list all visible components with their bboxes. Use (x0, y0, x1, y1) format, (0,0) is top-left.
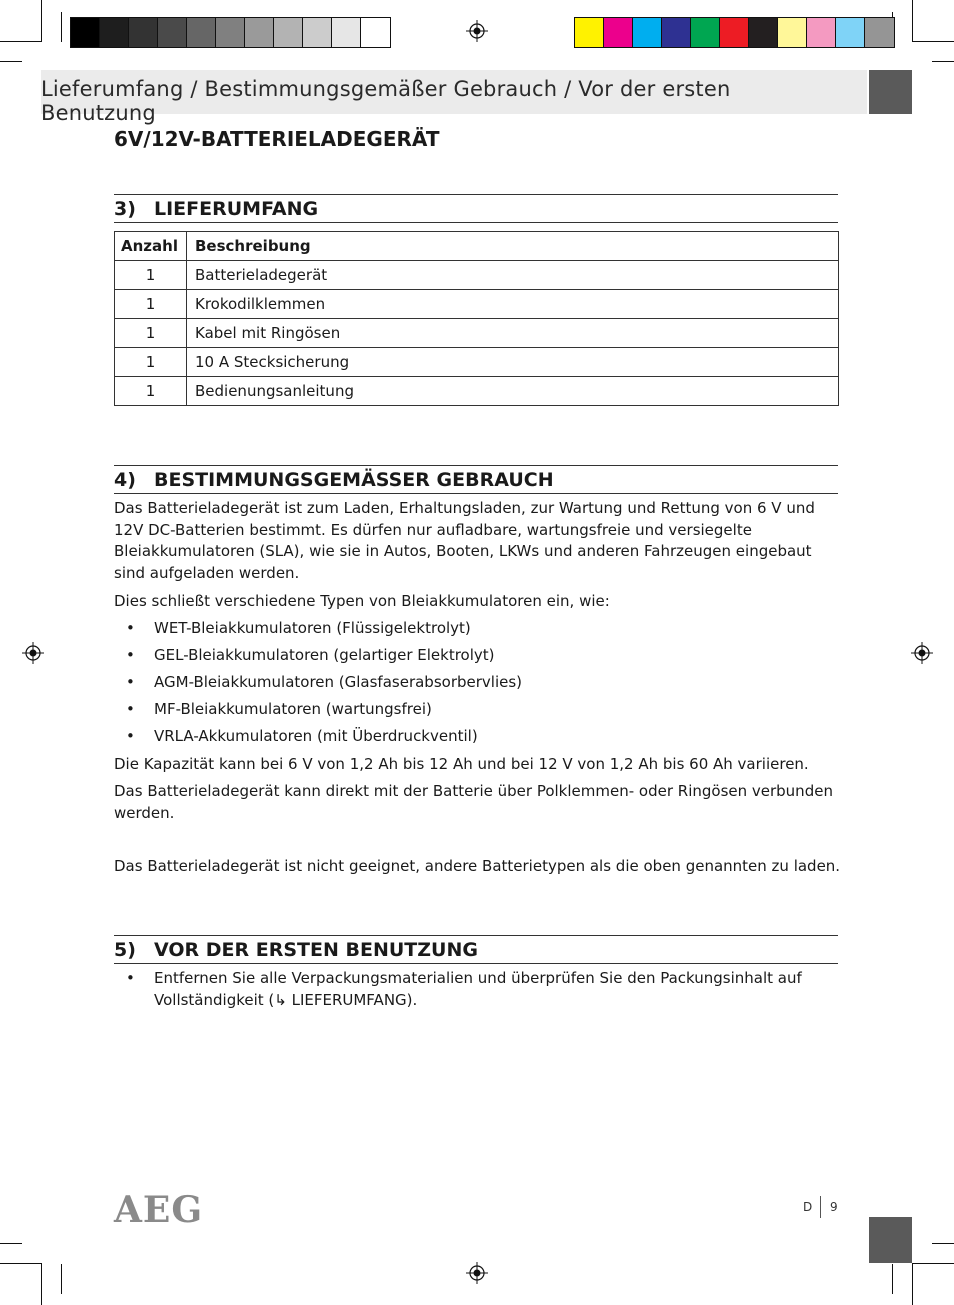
list-item-text: VRLA-Akkumulatoren (mit Überdruckventil) (154, 727, 478, 745)
section-title: BESTIMMUNGSGEMÄSSER GEBRAUCH (154, 469, 554, 491)
color-swatch (71, 18, 100, 47)
list-item (114, 645, 842, 667)
connection-paragraph: Das Batterieladegerät kann direkt mit der Batterie über Polklemmen- oder Ringösen verbunden werden. (114, 782, 833, 822)
color-swatch (836, 18, 865, 47)
color-swatch (778, 18, 807, 47)
footer-divider (820, 1196, 821, 1218)
aeg-logo: AEG (114, 1189, 204, 1231)
color-swatch (749, 18, 778, 47)
color-swatch (158, 18, 187, 47)
section-number: 3) (114, 198, 136, 220)
before-first-use-list (114, 968, 804, 1017)
header-accent-block (869, 70, 912, 114)
section-title: LIEFERUMFANG (154, 198, 319, 220)
color-swatch (332, 18, 361, 47)
color-swatch (575, 18, 604, 47)
quantity-cell: 1 (115, 290, 187, 319)
table-row (115, 290, 839, 319)
not-suitable-paragraph: Das Batterieladegerät ist nicht geeignet, andere Batterietypen als die oben genannten zu laden. (114, 857, 841, 875)
crosshair-registration-icon (911, 642, 933, 664)
bullet-icon: • (126, 646, 135, 664)
quantity-cell: 1 (115, 348, 187, 377)
list-item-text: WET-Bleiakkumulatoren (Flüssigelektrolyt) (154, 619, 471, 637)
capacity-paragraph: Die Kapazität kann bei 6 V von 1,2 Ah bis 12 Ah und bei 12 V von 1,2 Ah bis 60 Ah variieren. (114, 755, 809, 773)
description-cell: Krokodilklemmen (187, 290, 839, 319)
list-item-text: GEL-Bleiakkumulatoren (gelartiger Elektrolyt) (154, 646, 495, 664)
crosshair-registration-icon (466, 20, 488, 42)
color-swatch (187, 18, 216, 47)
color-swatch (662, 18, 691, 47)
crosshair-registration-icon (466, 1262, 488, 1284)
color-swatch (633, 18, 662, 47)
table-row (115, 261, 839, 290)
bullet-icon: • (126, 727, 135, 745)
column-header-quantity: Anzahl (115, 232, 187, 261)
intended-use-paragraph: Das Batterieladegerät ist zum Laden, Erhaltungsladen, zur Wartung und Rettung von 6 V und 12V DC-Batterien bestimmt. Es dürfen nur aufladbare, wartungsfreie und versiegelte Bleiakkumulatoren (SLA), wie sie in Autos, Booten, LKWs und anderen Fahrzeugen eingebaut sind aufgeladen werden. (114, 499, 815, 582)
header-band (41, 70, 867, 125)
footer-accent-block (869, 1217, 912, 1263)
column-header-description: Beschreibung (187, 232, 839, 261)
list-item-text: Entfernen Sie alle Verpackungsmaterialien und überprüfen Sie den Packungsinhalt auf Vollständigkeit (↳ LIEFERUMFANG). (154, 969, 802, 1009)
section-3-heading (114, 194, 838, 223)
bullet-icon: • (126, 673, 135, 691)
description-cell: Batterieladegerät (187, 261, 839, 290)
list-item (114, 968, 804, 1011)
color-swatch (720, 18, 749, 47)
section-title: VOR DER ERSTEN BENUTZUNG (154, 939, 478, 961)
color-swatch (303, 18, 332, 47)
quantity-cell: 1 (115, 377, 187, 406)
header-title: Lieferumfang / Bestimmungsgemäßer Gebrauch / Vor der ersten Benutzung (41, 77, 731, 125)
section-number: 5) (114, 939, 136, 961)
color-swatch (361, 18, 390, 47)
table-row (115, 319, 839, 348)
bullet-icon: • (126, 700, 135, 718)
color-swatch (216, 18, 245, 47)
description-cell: Bedienungsanleitung (187, 377, 839, 406)
color-swatch (274, 18, 303, 47)
color-swatch (807, 18, 836, 47)
bullet-icon: • (126, 969, 135, 987)
color-swatch (129, 18, 158, 47)
battery-types-list (114, 618, 842, 753)
color-calibration-strip (574, 17, 895, 48)
crosshair-registration-icon (22, 642, 44, 664)
battery-types-intro: Dies schließt verschiedene Typen von Bleiakkumulatoren ein, wie: (114, 592, 610, 610)
color-swatch (100, 18, 129, 47)
gray-calibration-strip (70, 17, 391, 48)
quantity-cell: 1 (115, 319, 187, 348)
table-row (115, 377, 839, 406)
list-item-text: MF-Bleiakkumulatoren (wartungsfrei) (154, 700, 432, 718)
section-number: 4) (114, 469, 136, 491)
section-5-heading (114, 935, 838, 964)
list-item (114, 618, 842, 640)
table-row (115, 348, 839, 377)
quantity-cell: 1 (115, 261, 187, 290)
color-swatch (245, 18, 274, 47)
section-4-heading (114, 465, 838, 494)
page-number: 9 (830, 1200, 838, 1214)
list-item-text: AGM-Bleiakkumulatoren (Glasfaserabsorbervlies) (154, 673, 523, 691)
delivery-contents-table (114, 231, 839, 406)
color-swatch (691, 18, 720, 47)
list-item (114, 726, 842, 748)
description-cell: Kabel mit Ringösen (187, 319, 839, 348)
bullet-icon: • (126, 619, 135, 637)
color-swatch (604, 18, 633, 47)
language-indicator: D (803, 1200, 813, 1214)
list-item (114, 672, 842, 694)
color-swatch (865, 18, 894, 47)
list-item (114, 699, 842, 721)
description-cell: 10 A Stecksicherung (187, 348, 839, 377)
document-title: 6V/12V-BATTERIELADEGERÄT (114, 127, 440, 151)
table-header-row (115, 232, 839, 261)
